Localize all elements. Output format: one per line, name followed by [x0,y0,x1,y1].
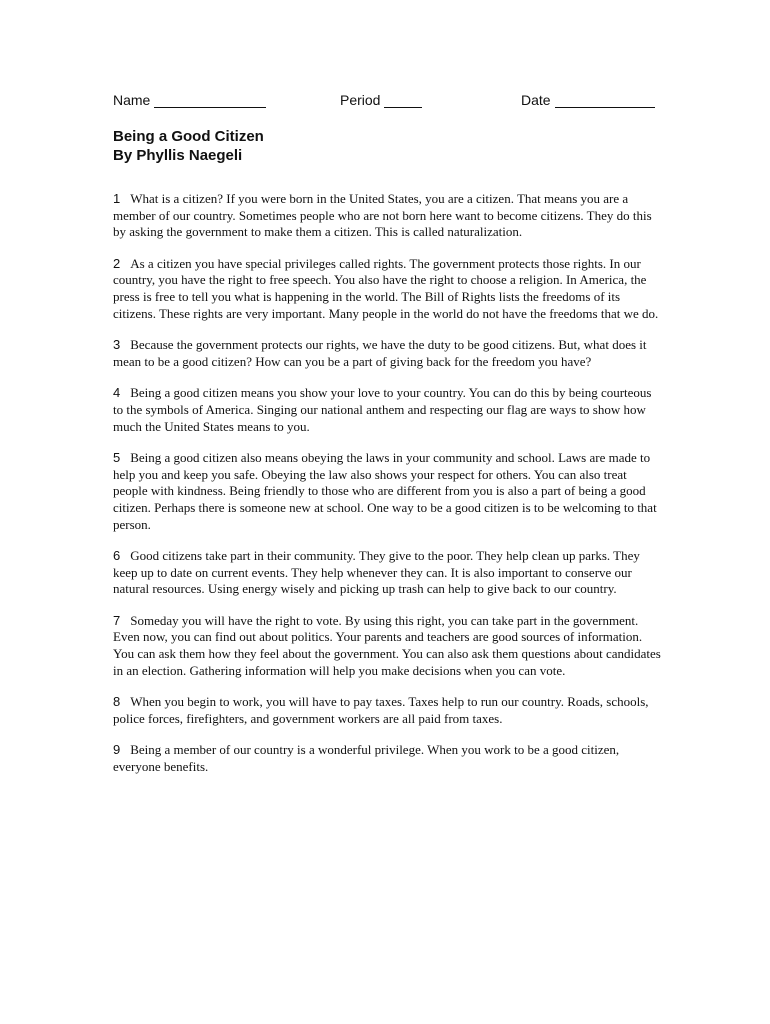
paragraph-text: As a citizen you have special privileges called rights. The government protects those rights. In our country, you have the right to free speech. You also have the right to choose a religion. In America, the press is free to tell you what is happening in the world. The Bill of Rights lists the freedoms of its citizens. These rights are very important. Many people in the world do not have the freedoms that we do. [113,255,659,321]
paragraph-number: 1 [113,191,121,206]
document-title: Being a Good Citizen [113,128,264,145]
title-block [113,127,264,165]
paragraph-number: 2 [113,255,121,271]
paragraph [113,256,661,322]
paragraph-number: 8 [113,694,121,710]
name-field[interactable] [113,92,266,108]
paragraph [113,548,661,598]
paragraph-number: 7 [113,612,121,628]
paragraph [113,742,661,775]
date-field[interactable] [521,92,655,108]
paragraph-number: 5 [113,450,121,466]
author-byline: By Phyllis Naegeli [113,147,243,164]
date-label: Date [521,92,551,108]
paragraph [113,613,661,679]
student-info-row [113,92,658,112]
name-label: Name [113,92,151,108]
paragraph-text: When you begin to work, you will have to pay taxes. Taxes help to run our country. Roads, schools, police forces, firefighters, and government workers are all paid from taxes. [113,694,649,726]
period-blank-line[interactable] [384,93,422,108]
date-blank-line[interactable] [555,93,655,108]
paragraph [113,694,661,727]
paragraph-text: Because the government protects our rights, we have the duty to be good citizens. But, what does it mean to be a good citizen? How can you be a part of giving back for the freedom you have? [113,337,647,369]
paragraph-text: Being a good citizen means you show your love to your country. You can do this by being courteous to the symbols of America. Singing our national anthem and respecting our flag are ways to show how much the United States means to you. [113,385,652,434]
paragraph-text: Being a good citizen also means obeying the laws in your community and school. Laws are made to help you and keep you safe. Obeying the law also shows your respect for others. You can also treat people with kindness. Being friendly to those who are different from you is also a part of being a good citizen. Perhaps there is someone new at school. One way to be a good citizen is to be welcoming to that person. [113,450,657,532]
paragraph [113,450,661,533]
paragraph-text: Being a member of our country is a wonderful privilege. When you work to be a good citizen, everyone benefits. [113,742,620,775]
name-blank-line[interactable] [154,93,266,108]
paragraph-number: 4 [113,385,121,401]
period-field[interactable] [340,92,422,108]
paragraph-number: 6 [113,548,121,564]
paragraph-text: Good citizens take part in their community. They give to the poor. They help clean up parks. They keep up to date on current events. They help whenever they can. It is also important to conserve our natural resources. Using energy wisely and picking up trash can help to give back to our country. [113,548,640,597]
paragraph-text: Someday you will have the right to vote. By using this right, you can take part in the government. Even now, you can find out about politics. Your parents and teachers are good sources of information. You can ask them how they feel about the government. You can also ask them questions about candidates in an election. Gathering information will help you make decisions when you can vote. [113,612,661,678]
paragraph-number: 3 [113,337,121,353]
paragraph [113,191,661,241]
period-label: Period [340,92,381,108]
paragraph [113,385,661,435]
paragraph [113,337,661,370]
article-body [113,191,661,791]
paragraph-number: 9 [113,742,121,758]
paragraph-text: What is a citizen? If you were born in the United States, you are a citizen. That means you are a member of our country. Sometimes people who are not born here want to become citizens. They do this by asking the government to make them a citizen. This is called naturalization. [113,191,652,240]
